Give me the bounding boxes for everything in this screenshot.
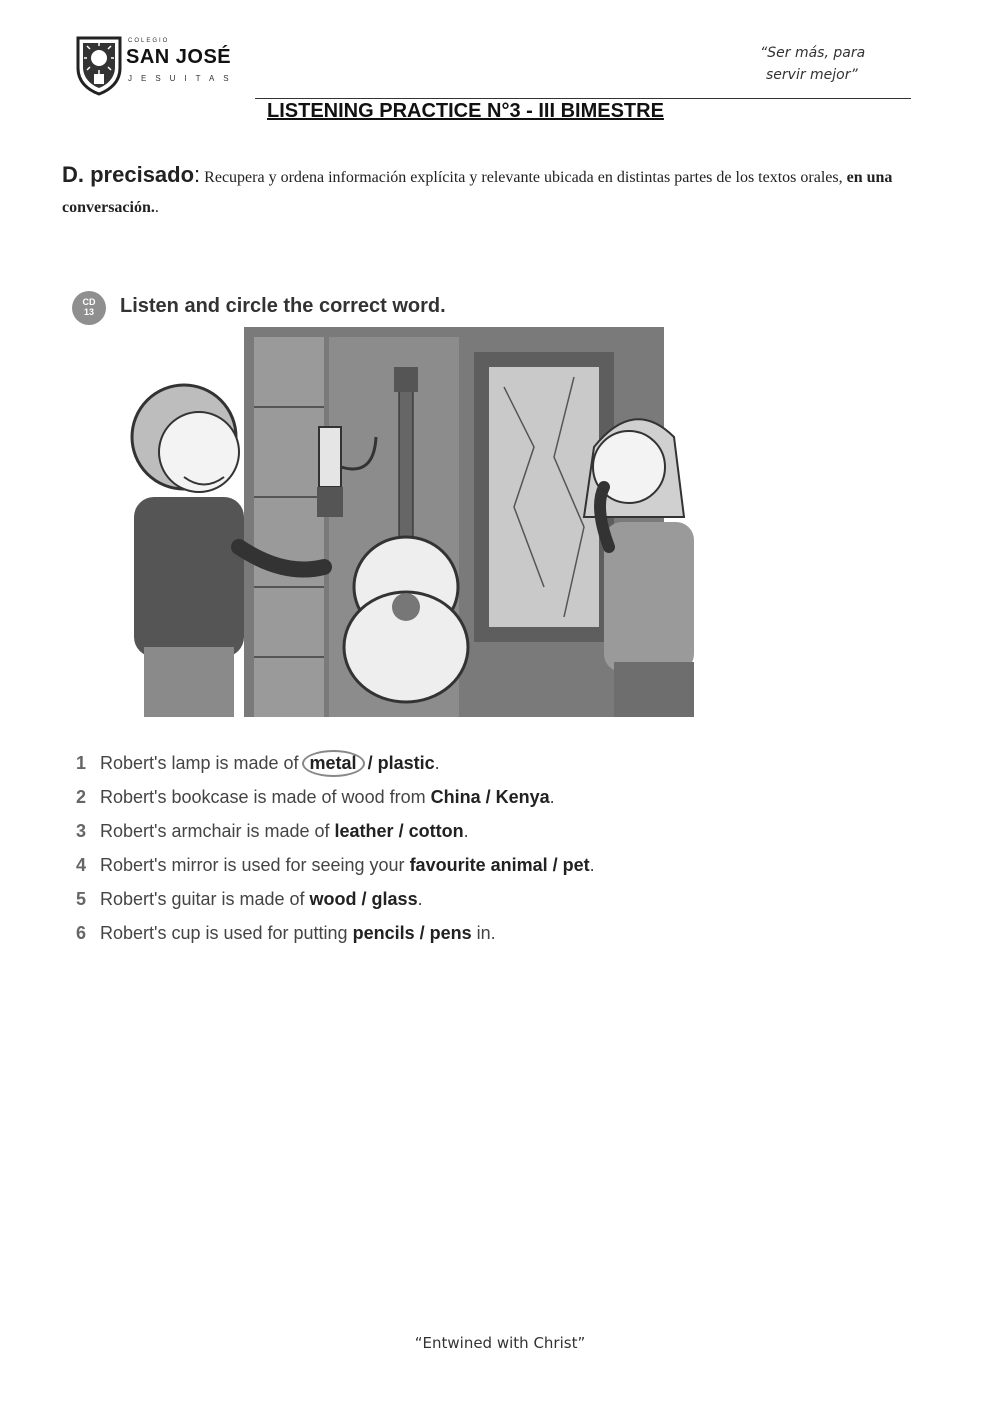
item-text: Robert's bookcase is made of wood from <box>100 786 431 807</box>
item-text: Robert's mirror is used for seeing your <box>100 854 410 875</box>
exercise-item-1 <box>76 746 776 780</box>
option-favourite-animal[interactable]: favourite animal <box>409 854 548 875</box>
page-title: LISTENING PRACTICE N°3 - III BIMESTRE <box>267 100 664 122</box>
cd-badge-label: CD <box>82 297 96 307</box>
item-text: Robert's lamp is made of <box>100 752 304 773</box>
option-glass[interactable]: glass <box>371 888 418 909</box>
item-number: 3 <box>76 820 87 841</box>
exercise-item-2 <box>76 780 776 814</box>
logo-name: SAN JOSÉ <box>126 46 232 68</box>
illustration <box>114 327 754 737</box>
intro-label: D. precisado <box>62 162 195 187</box>
exercise-item-5 <box>76 882 776 916</box>
exercise-list <box>76 746 776 950</box>
task-header <box>72 291 752 331</box>
header-divider <box>255 98 911 99</box>
cd-badge-number: 13 <box>83 307 94 317</box>
option-pencils[interactable]: pencils <box>352 922 415 943</box>
shield-logo-icon <box>74 34 124 96</box>
item-number: 6 <box>76 922 87 943</box>
option-china[interactable]: China <box>430 786 481 807</box>
item-text: Robert's guitar is made of <box>100 888 310 909</box>
option-wood[interactable]: wood <box>309 888 357 909</box>
option-separator: / <box>362 752 378 773</box>
option-metal[interactable]: metal <box>302 750 365 777</box>
item-text: Robert's armchair is made of <box>100 820 335 841</box>
motto <box>760 42 880 86</box>
item-end: . <box>417 888 423 909</box>
item-end: . <box>463 820 469 841</box>
option-separator: / <box>393 820 409 841</box>
cd-track-badge <box>72 291 106 325</box>
item-end: . <box>549 786 555 807</box>
mirror-glass-shape <box>489 367 599 627</box>
exercise-item-6 <box>76 916 776 950</box>
logo-small-text: COLEGIO <box>128 38 170 44</box>
intro-bold-text: en una conversación. <box>62 169 893 216</box>
logo-subtitle: JESUITAS <box>128 74 238 83</box>
option-cotton[interactable]: cotton <box>408 820 464 841</box>
motto-line-1: “Ser más, para <box>760 45 866 61</box>
item-number: 4 <box>76 854 87 875</box>
item-end: . <box>434 752 440 773</box>
option-separator: / <box>414 922 430 943</box>
exercise-item-4 <box>76 848 776 882</box>
item-end: . <box>589 854 595 875</box>
intro-text: Recupera y ordena información explícita y relevante ubicada en distintas partes de los textos orales, <box>200 169 847 186</box>
option-kenya[interactable]: Kenya <box>495 786 550 807</box>
bookcase-shape <box>254 337 324 717</box>
option-separator: / <box>480 786 496 807</box>
item-number: 5 <box>76 888 87 909</box>
option-separator: / <box>547 854 563 875</box>
option-pens[interactable]: pens <box>429 922 472 943</box>
item-text: Robert's cup is used for putting <box>100 922 353 943</box>
footer-motto: “Entwined with Christ” <box>414 1334 586 1352</box>
item-end: in. <box>471 922 496 943</box>
exercise-item-3 <box>76 814 776 848</box>
motto-line-2: servir mejor” <box>766 67 858 83</box>
intro-end: . <box>154 199 159 216</box>
option-separator: / <box>356 888 372 909</box>
school-logo <box>74 34 254 98</box>
item-number: 1 <box>76 752 87 773</box>
intro-paragraph <box>62 160 942 223</box>
option-pet[interactable]: pet <box>562 854 590 875</box>
intro-colon: : <box>194 162 201 187</box>
option-leather[interactable]: leather <box>334 820 394 841</box>
item-number: 2 <box>76 786 87 807</box>
option-plastic[interactable]: plastic <box>377 752 435 773</box>
task-instruction: Listen and circle the correct word. <box>120 295 446 317</box>
